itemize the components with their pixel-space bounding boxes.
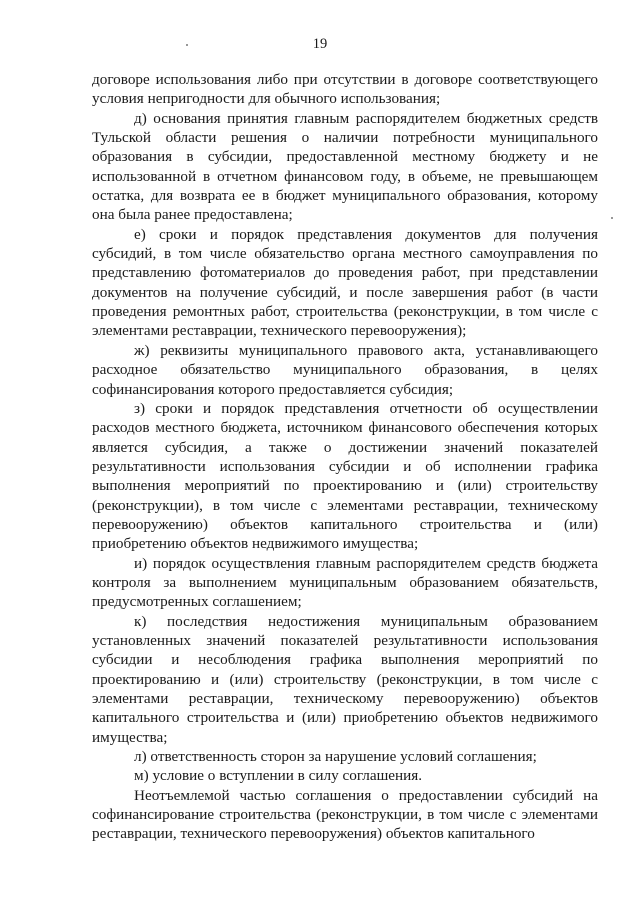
page-number: 19 — [312, 36, 328, 52]
paragraph-final: Неотъемлемой частью соглашения о предоставлении субсидий на софинансирование строительства (реконструкции, в том числе с элементами реставрации, технического перевооружения) объектов капитального — [92, 786, 598, 843]
paragraph-item-z: з) сроки и порядок представления отчетности об осуществлении расходов местного бюджета, источником финансового обеспечения которых является субсидия, а также о достижении значений показателей результативности использования субсидии и об исполнении графика выполнения мероприятий по проектированию и (или) строительству (реконструкции), в том числе с элементами реставрации, техническому перевооружению) объектов капитального строительства и (или) приобретению объектов недвижимого имущества; — [92, 399, 598, 553]
scan-speck — [186, 44, 188, 46]
paragraph-item-e: е) сроки и порядок представления документов для получения субсидий, в том числе обязательство органа местного самоуправления по представлению фотоматериалов до проведения работ, при представлении документов на получение субсидий, и после завершения работ (в части проведения ремонтных работ, строительства (реконструкции, в том числе с элементами реставрации, технического перевооружения); — [92, 225, 598, 340]
paragraph-item-i: и) порядок осуществления главным распорядителем средств бюджета контроля за выполнением муниципальным образованием обязательств, предусмотренных соглашением; — [92, 554, 598, 611]
paragraph-item-m: м) условие о вступлении в силу соглашения. — [134, 767, 423, 785]
paragraph-item-zh: ж) реквизиты муниципального правового акта, устанавливающего расходное обязательство муниципального образования, в целях софинансирования которого предоставляется субсидия; — [92, 341, 598, 398]
paragraph-item-l: л) ответственность сторон за нарушение условий соглашения; — [134, 748, 537, 766]
document-body — [92, 70, 598, 844]
paragraph-item-d: д) основания принятия главным распорядителем бюджетных средств Тульской области решения о наличии потребности муниципального образования в субсидии, предоставленной местному бюджету и не использованной в отчетном финансовом году, в объеме, не превышающем остатка, для возврата ее в бюджет муниципального образования, которому она была ранее предоставлена; — [92, 109, 598, 224]
paragraph-item-k: к) последствия недостижения муниципальным образованием установленных значений показателей результативности использования субсидии и несоблюдения графика выполнения мероприятий по проектированию и (или) строительству (реконструкции, в том числе с элементами реставрации, техническому перевооружению) объектов капитального строительства и (или) приобретению объектов недвижимого имущества; — [92, 612, 598, 746]
paragraph-continuation: договоре использования либо при отсутствии в договоре соответствующего условия непригодности для обычного использования; — [92, 71, 598, 108]
scan-speck — [611, 217, 613, 219]
